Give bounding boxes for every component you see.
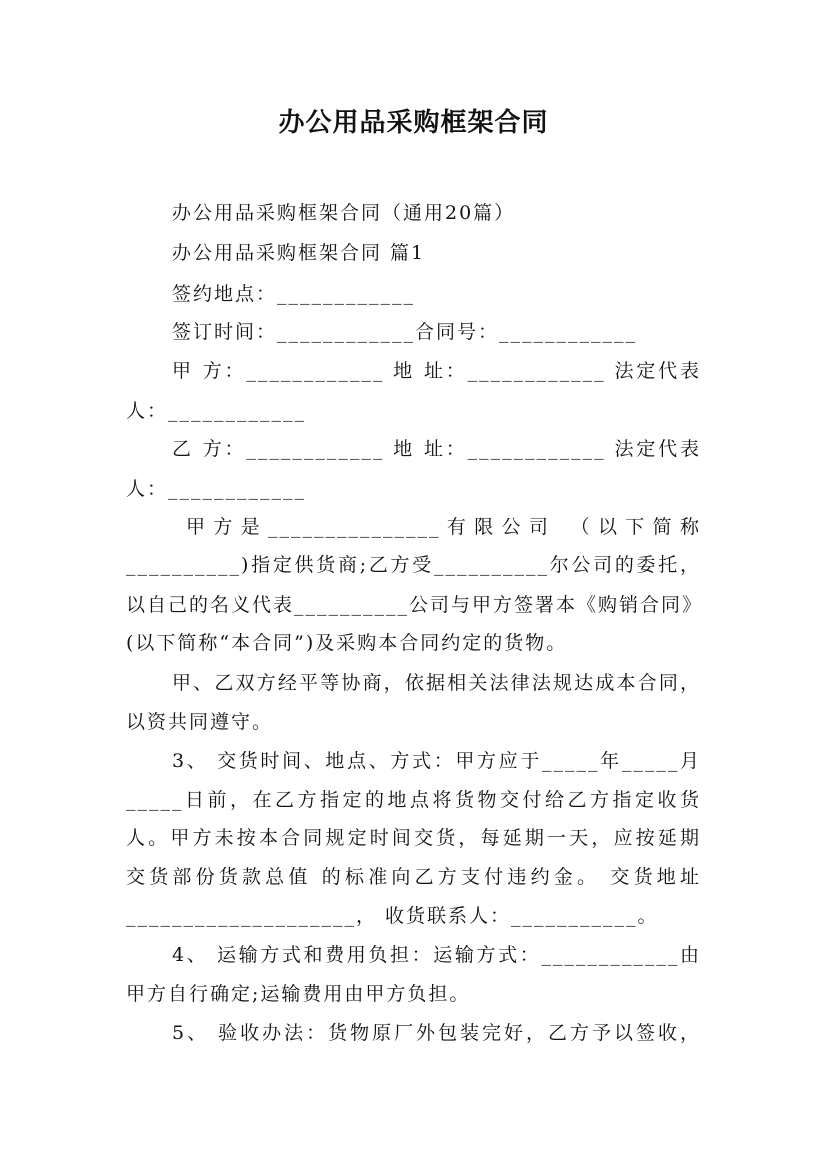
paragraph-line: 以自己的名义代表__________公司与甲方签署本《购销合同》 [126, 594, 704, 616]
document-title: 办公用品采购框架合同 [278, 108, 549, 138]
party-a-line: 甲 方：____________ 地 址：____________ 法定代表 [172, 360, 701, 382]
party-b-line: 乙 方：____________ 地 址：____________ 法定代表 [172, 438, 701, 460]
clause-4-line: 4、 运输方式和费用负担：运输方式：____________由 [172, 944, 701, 966]
clause-4-line: 甲方自行确定;运输费用由甲方负担。 [126, 983, 471, 1005]
paragraph-line: 甲方是_______________有限公司 （以下简称 [186, 516, 701, 538]
clause-3-line: 交货部份货款总值 的标准向乙方支付违约金。 交货地址 [126, 866, 701, 888]
party-b-rep-line: 人：____________ [126, 478, 307, 500]
clause-3-line: 人。甲方未按本合同规定时间交货，每延期一天，应按延期 [126, 827, 701, 849]
party-a-rep-line: 人：____________ [126, 400, 307, 422]
doc-subtitle: 办公用品采购框架合同（通用20篇） [172, 202, 516, 224]
paragraph-line: (以下简称“本合同”)及采购本合同约定的货物。 [126, 632, 568, 654]
clause-3-line: _____日前，在乙方指定的地点将货物交付给乙方指定收货 [126, 789, 701, 811]
signing-date-line: 签订时间：____________合同号：____________ [172, 321, 638, 343]
clause-5-line: 5、 验收办法：货物原厂外包装完好，乙方予以签收， [172, 1022, 701, 1044]
paragraph-line: 甲、乙双方经平等协商，依据相关法律法规达成本合同， [172, 672, 701, 694]
clause-3-line: 3、 交货时间、地点、方式：甲方应于_____年_____月 [172, 750, 701, 772]
clause-3-line: ____________________， 收货联系人：___________。 [126, 905, 659, 927]
paragraph-line: __________)指定供货商;乙方受__________尔公司的委托， [126, 554, 701, 576]
signing-place-line: 签约地点：____________ [172, 283, 416, 305]
doc-section-heading: 办公用品采购框架合同 篇1 [172, 242, 426, 264]
paragraph-line: 以资共同遵守。 [126, 711, 274, 733]
